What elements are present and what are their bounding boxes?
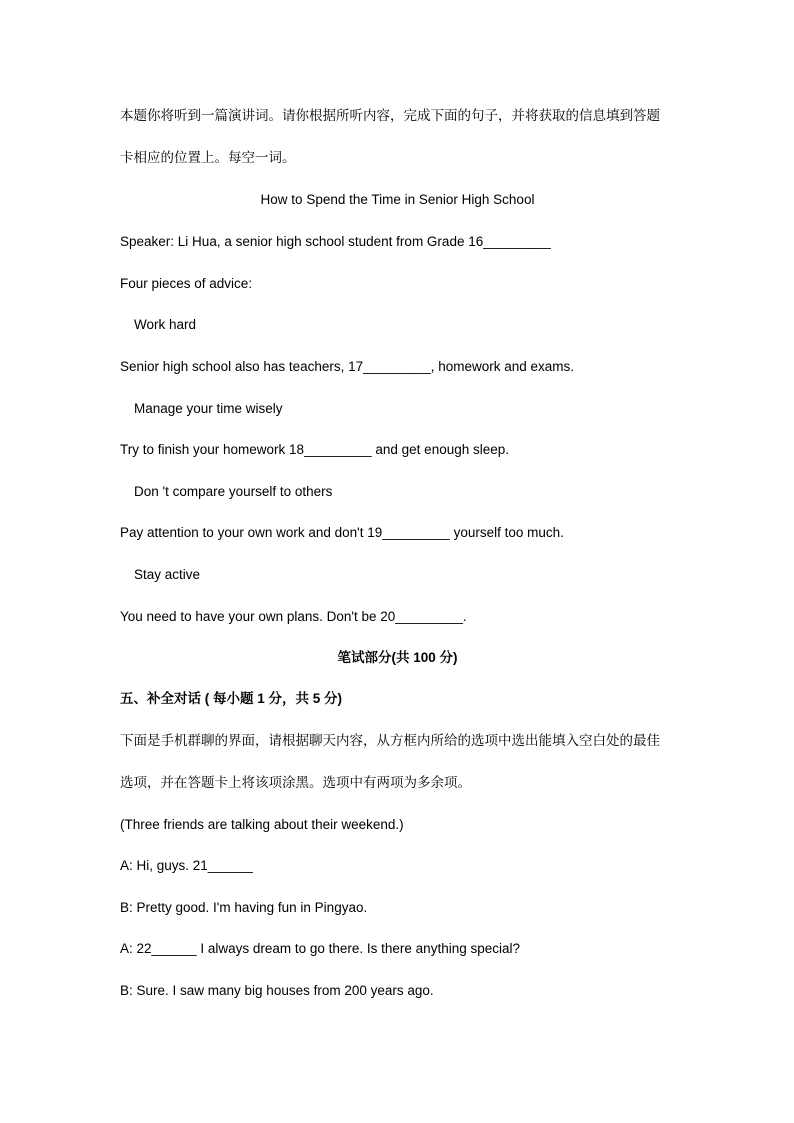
advice-sentence-3: Pay attention to your own work and don't 19_________ yourself too much. — [120, 525, 564, 540]
advice-heading-1: Work hard — [134, 317, 197, 332]
speaker-text: : Li Hua, a senior high school student from Grade 16_________ — [170, 234, 551, 249]
written-part-title: 笔试部分(共 100 分) — [337, 650, 458, 665]
speech-title: How to Spend the Time in Senior High School — [260, 192, 535, 207]
section5-instruction-line-2: 选项，并在答题卡上将该项涂黑。选项中有两项为多余项。 — [120, 775, 471, 790]
dialogue-line-3: A: 22______ I always dream to go there. Is there anything special? — [120, 941, 520, 956]
advice-heading-4: Stay active — [134, 567, 201, 582]
advice-sentence-2: Try to finish your homework 18_________ and get enough sleep. — [120, 442, 510, 457]
speaker-label: Speaker — [120, 234, 171, 249]
dialogue-line-4: B: Sure. I saw many big houses from 200 years ago. — [120, 983, 434, 998]
advice-heading-3: Don 't compare yourself to others — [134, 484, 333, 499]
advice-heading-2: Manage your time wisely — [134, 401, 283, 416]
intro-line-1: 本题你将听到一篇演讲词。请你根据所听内容，完成下面的句子，并将获取的信息填到答题 — [120, 108, 660, 123]
section5-instruction-line-1: 下面是手机群聊的界面，请根据聊天内容，从方框内所给的选项中选出能填入空白处的最佳 — [120, 733, 660, 748]
section5-heading: 五、补全对话 ( 每小题 1 分，共 5 分) — [120, 691, 343, 706]
dialogue-context: (Three friends are talking about their weekend.) — [120, 817, 404, 832]
advice-heading: Four pieces of advice: — [120, 276, 253, 291]
advice-sentence-4: You need to have your own plans. Don't be 20_________. — [120, 609, 467, 624]
dialogue-line-2: B: Pretty good. I'm having fun in Pingyao. — [120, 900, 368, 915]
intro-line-2: 卡相应的位置上。每空一词。 — [120, 150, 296, 165]
dialogue-line-1: A: Hi, guys. 21______ — [120, 858, 253, 873]
advice-sentence-1: Senior high school also has teachers, 17_________, homework and exams. — [120, 359, 575, 374]
speaker-line — [120, 233, 680, 251]
